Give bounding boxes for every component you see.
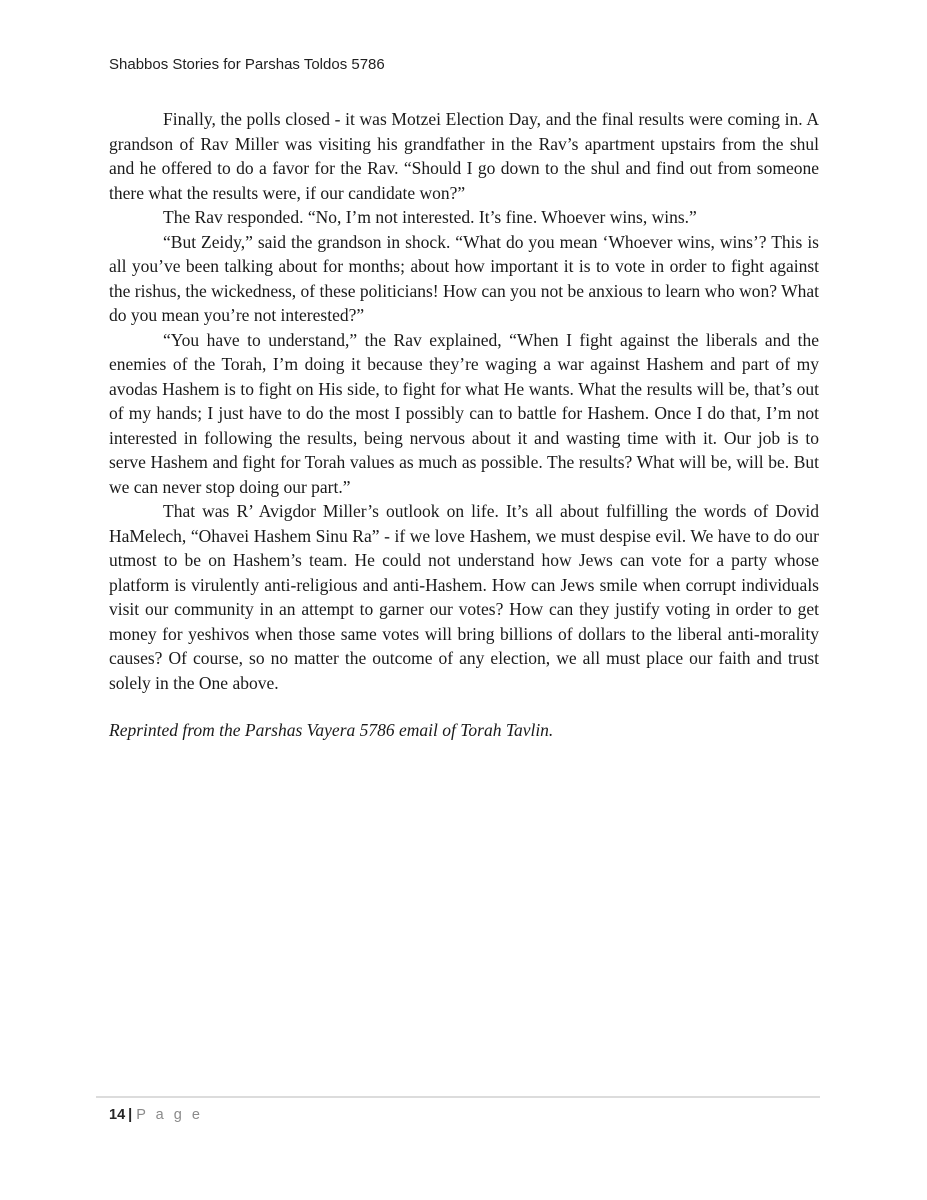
footer-page-label: P a g e [136, 1107, 203, 1123]
page-number: 14 [109, 1107, 126, 1123]
page-header: Shabbos Stories for Parshas Toldos 5786 [109, 56, 385, 73]
body-paragraph: Finally, the polls closed - it was Motzei Election Day, and the final results were coming in. A grandson of Rav Miller was visiting his grandfather in the Rav’s apartment upstairs from the shul and he offered to do a favor for the Rav. “Should I go down to the shul and find out from someone there what the results were, if our candidate won?” [109, 109, 819, 203]
body-paragraph: The Rav responded. “No, I’m not interested. It’s fine. Whoever wins, wins.” [163, 207, 697, 227]
page-footer [109, 1106, 203, 1124]
body-paragraph: “You have to understand,” the Rav explained, “When I fight against the liberals and the enemies of the Torah, I’m doing it because they’re waging a war against Hashem and part of my avodas Hashem is to fight on His side, to fight for what He wants. What the results will be, that’s out of my hands; I just have to do the most I possibly can to battle for Hashem. Once I do that, I’m not interested in following the results, being nervous about it and wasting time with it. Our job is to serve Hashem and fight for Torah values as much as possible. The results? What will be, will be. But we can never stop doing our part.” [109, 329, 819, 497]
body-paragraph: That was R’ Avigdor Miller’s outlook on life. It’s all about fulfilling the words of Dovid HaMelech, “Ohavei Hashem Sinu Ra” - if we love Hashem, we must despise evil. We have to do our utmost to be on Hashem’s team. He could not understand how Jews can vote for a party whose platform is virulently anti-religious and anti-Hashem. How can Jews smile when corrupt individuals visit our community in an attempt to garner our votes? How can they justify voting in order to get money for yeshivos when those same votes will bring billions of dollars to the liberal anti-morality causes? Of course, so no matter the outcome of any election, we all must place our faith and trust solely in the One above. [109, 501, 819, 693]
attribution-line: Reprinted from the Parshas Vayera 5786 email of Torah Tavlin. [109, 720, 554, 740]
document-body [109, 107, 819, 743]
body-paragraph: “But Zeidy,” said the grandson in shock. “What do you mean ‘Whoever wins, wins’? This is all you’ve been talking about for months; about how important it is to vote in order to fight against the rishus, the wickedness, of these politicians! How can you not be anxious to learn who won? What do you mean you’re not interested?” [109, 231, 819, 325]
footer-divider [96, 1096, 820, 1098]
footer-separator: | [128, 1107, 133, 1123]
